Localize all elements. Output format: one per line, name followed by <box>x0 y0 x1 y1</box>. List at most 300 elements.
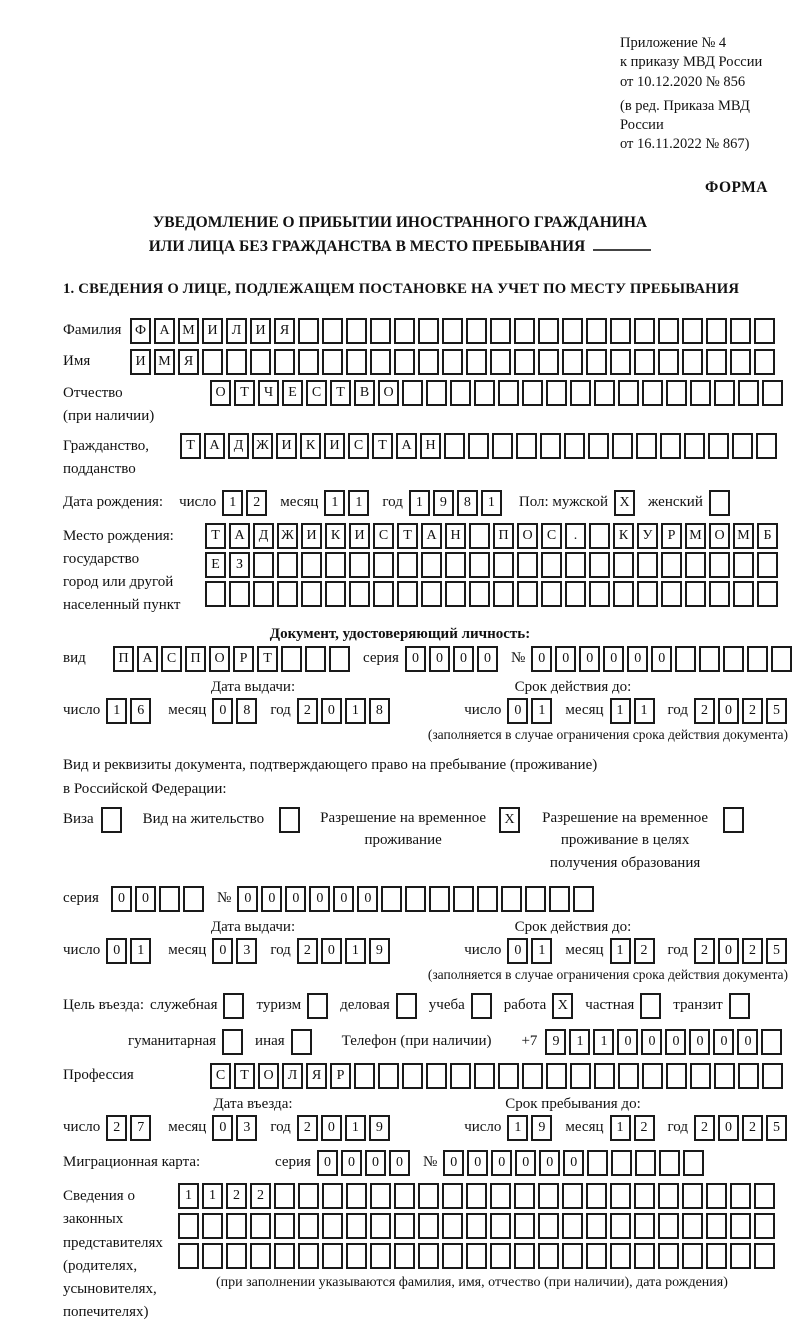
form-cell[interactable] <box>570 380 591 406</box>
form-cell[interactable] <box>564 433 585 459</box>
form-cell[interactable]: 0 <box>453 646 474 672</box>
form-cell[interactable]: 1 <box>569 1029 590 1055</box>
form-cell[interactable]: 0 <box>603 646 624 672</box>
form-cell[interactable] <box>469 523 490 549</box>
form-cell[interactable]: 0 <box>285 886 306 912</box>
form-cell[interactable]: 2 <box>694 698 715 724</box>
form-cell[interactable]: 0 <box>531 646 552 672</box>
form-cell[interactable] <box>729 993 750 1019</box>
form-cell[interactable] <box>637 581 658 607</box>
form-cell[interactable] <box>754 349 775 375</box>
form-cell[interactable] <box>733 581 754 607</box>
form-cell[interactable] <box>498 1063 519 1089</box>
form-cell[interactable]: 6 <box>130 698 151 724</box>
form-cell[interactable] <box>762 1063 783 1089</box>
form-cell[interactable] <box>418 318 439 344</box>
form-cell[interactable] <box>661 581 682 607</box>
male-checkbox[interactable] <box>614 490 638 516</box>
form-cell[interactable] <box>474 1063 495 1089</box>
form-cell[interactable] <box>250 1243 271 1269</box>
form-cell[interactable] <box>421 552 442 578</box>
form-cell[interactable] <box>586 1213 607 1239</box>
form-cell[interactable]: У <box>637 523 658 549</box>
form-cell[interactable]: Ж <box>252 433 273 459</box>
form-cell[interactable] <box>490 1183 511 1209</box>
form-cell[interactable] <box>658 1213 679 1239</box>
form-cell[interactable] <box>346 1213 367 1239</box>
form-cell[interactable]: П <box>113 646 134 672</box>
form-cell[interactable] <box>490 1213 511 1239</box>
form-cell[interactable]: 0 <box>389 1150 410 1176</box>
form-cell[interactable]: 1 <box>481 490 502 516</box>
form-cell[interactable] <box>738 1063 759 1089</box>
form-cell[interactable] <box>546 1063 567 1089</box>
form-cell[interactable] <box>730 349 751 375</box>
form-cell[interactable] <box>501 886 522 912</box>
form-cell[interactable] <box>754 1183 775 1209</box>
form-cell[interactable]: 0 <box>237 886 258 912</box>
form-cell[interactable] <box>469 552 490 578</box>
form-cell[interactable] <box>274 1213 295 1239</box>
form-cell[interactable] <box>666 1063 687 1089</box>
form-cell[interactable] <box>453 886 474 912</box>
form-cell[interactable] <box>370 1213 391 1239</box>
form-cell[interactable] <box>298 1213 319 1239</box>
form-cell[interactable] <box>226 1213 247 1239</box>
form-cell[interactable] <box>706 1243 727 1269</box>
form-cell[interactable]: П <box>493 523 514 549</box>
form-cell[interactable]: И <box>349 523 370 549</box>
form-cell[interactable]: 0 <box>135 886 156 912</box>
form-cell[interactable] <box>322 1183 343 1209</box>
form-cell[interactable] <box>445 552 466 578</box>
form-cell[interactable]: 0 <box>333 886 354 912</box>
form-cell[interactable] <box>205 581 226 607</box>
form-cell[interactable]: 1 <box>507 1115 528 1141</box>
form-cell[interactable]: 0 <box>651 646 672 672</box>
form-cell[interactable] <box>298 1183 319 1209</box>
form-cell[interactable] <box>634 1213 655 1239</box>
form-cell[interactable]: О <box>378 380 399 406</box>
form-cell[interactable] <box>370 318 391 344</box>
form-cell[interactable]: А <box>421 523 442 549</box>
form-cell[interactable]: Л <box>282 1063 303 1089</box>
form-cell[interactable]: Т <box>330 380 351 406</box>
form-cell[interactable]: Н <box>420 433 441 459</box>
form-cell[interactable]: 0 <box>627 646 648 672</box>
form-cell[interactable] <box>747 646 768 672</box>
form-cell[interactable]: 1 <box>324 490 345 516</box>
form-cell[interactable]: 0 <box>718 698 739 724</box>
form-cell[interactable]: С <box>348 433 369 459</box>
form-cell[interactable] <box>541 581 562 607</box>
form-cell[interactable] <box>709 552 730 578</box>
form-cell[interactable] <box>298 1243 319 1269</box>
form-cell[interactable]: 1 <box>531 938 552 964</box>
form-cell[interactable]: 2 <box>742 698 763 724</box>
form-cell[interactable] <box>394 1243 415 1269</box>
residence-permit-checkbox[interactable] <box>279 807 303 833</box>
form-cell[interactable]: Т <box>234 1063 255 1089</box>
form-cell[interactable]: 0 <box>111 886 132 912</box>
form-cell[interactable] <box>429 886 450 912</box>
form-cell[interactable]: 0 <box>405 646 426 672</box>
form-cell[interactable] <box>549 886 570 912</box>
form-cell[interactable]: О <box>517 523 538 549</box>
form-cell[interactable] <box>586 1243 607 1269</box>
form-cell[interactable] <box>522 380 543 406</box>
form-cell[interactable] <box>573 886 594 912</box>
form-cell[interactable]: 0 <box>321 938 342 964</box>
form-cell[interactable] <box>274 1183 295 1209</box>
form-cell[interactable] <box>394 1183 415 1209</box>
form-cell[interactable] <box>589 581 610 607</box>
form-cell[interactable] <box>279 807 300 833</box>
form-cell[interactable] <box>634 1183 655 1209</box>
form-cell[interactable] <box>322 1213 343 1239</box>
form-cell[interactable]: 0 <box>507 938 528 964</box>
form-cell[interactable] <box>612 433 633 459</box>
purpose-study-checkbox[interactable] <box>471 993 495 1019</box>
form-cell[interactable] <box>640 993 661 1019</box>
form-cell[interactable] <box>675 646 696 672</box>
form-cell[interactable] <box>277 581 298 607</box>
form-cell[interactable] <box>450 1063 471 1089</box>
form-cell[interactable]: 2 <box>634 1115 655 1141</box>
form-cell[interactable] <box>307 993 328 1019</box>
form-cell[interactable] <box>421 581 442 607</box>
form-cell[interactable] <box>291 1029 312 1055</box>
form-cell[interactable]: С <box>373 523 394 549</box>
form-cell[interactable] <box>562 1213 583 1239</box>
form-cell[interactable]: А <box>154 318 175 344</box>
form-cell[interactable] <box>538 349 559 375</box>
form-cell[interactable] <box>757 581 778 607</box>
form-cell[interactable] <box>466 1243 487 1269</box>
form-cell[interactable] <box>226 1243 247 1269</box>
form-cell[interactable] <box>402 380 423 406</box>
form-cell[interactable] <box>682 1183 703 1209</box>
form-cell[interactable]: 2 <box>246 490 267 516</box>
form-cell[interactable] <box>730 318 751 344</box>
form-cell[interactable] <box>690 1063 711 1089</box>
form-cell[interactable]: И <box>324 433 345 459</box>
form-cell[interactable]: Р <box>661 523 682 549</box>
form-cell[interactable] <box>658 1183 679 1209</box>
form-cell[interactable]: Т <box>257 646 278 672</box>
form-cell[interactable] <box>586 1183 607 1209</box>
form-cell[interactable] <box>394 1213 415 1239</box>
form-cell[interactable] <box>761 1029 782 1055</box>
form-cell[interactable] <box>325 581 346 607</box>
form-cell[interactable]: 2 <box>297 938 318 964</box>
form-cell[interactable] <box>442 1243 463 1269</box>
form-cell[interactable]: 0 <box>261 886 282 912</box>
form-cell[interactable] <box>426 1063 447 1089</box>
form-cell[interactable]: 1 <box>106 698 127 724</box>
form-cell[interactable] <box>418 349 439 375</box>
purpose-work-checkbox[interactable] <box>552 993 576 1019</box>
form-cell[interactable]: А <box>229 523 250 549</box>
form-cell[interactable] <box>754 1243 775 1269</box>
form-cell[interactable] <box>685 552 706 578</box>
form-cell[interactable] <box>540 433 561 459</box>
form-cell[interactable] <box>226 349 247 375</box>
form-cell[interactable] <box>642 1063 663 1089</box>
form-cell[interactable] <box>349 552 370 578</box>
form-cell[interactable] <box>426 380 447 406</box>
form-cell[interactable] <box>442 318 463 344</box>
form-cell[interactable] <box>683 1150 704 1176</box>
form-cell[interactable]: 0 <box>429 646 450 672</box>
form-cell[interactable]: Е <box>205 552 226 578</box>
form-cell[interactable] <box>709 490 730 516</box>
form-cell[interactable]: О <box>210 380 231 406</box>
form-cell[interactable] <box>373 581 394 607</box>
form-cell[interactable] <box>466 1183 487 1209</box>
form-cell[interactable] <box>618 380 639 406</box>
form-cell[interactable] <box>322 1243 343 1269</box>
form-cell[interactable] <box>442 349 463 375</box>
form-cell[interactable] <box>587 1150 608 1176</box>
form-cell[interactable] <box>610 349 631 375</box>
form-cell[interactable] <box>301 552 322 578</box>
form-cell[interactable]: 1 <box>593 1029 614 1055</box>
form-cell[interactable]: 8 <box>457 490 478 516</box>
form-cell[interactable] <box>250 349 271 375</box>
form-cell[interactable] <box>394 349 415 375</box>
form-cell[interactable] <box>589 552 610 578</box>
form-cell[interactable] <box>178 1243 199 1269</box>
form-cell[interactable] <box>370 1183 391 1209</box>
form-cell[interactable] <box>223 993 244 1019</box>
form-cell[interactable]: Т <box>234 380 255 406</box>
visa-checkbox[interactable] <box>101 807 125 833</box>
form-cell[interactable]: 2 <box>634 938 655 964</box>
form-cell[interactable]: X <box>614 490 635 516</box>
form-cell[interactable]: X <box>499 807 520 833</box>
form-cell[interactable] <box>405 886 426 912</box>
form-cell[interactable] <box>642 380 663 406</box>
form-cell[interactable]: 1 <box>610 938 631 964</box>
form-cell[interactable]: 1 <box>202 1183 223 1209</box>
form-cell[interactable] <box>706 1213 727 1239</box>
form-cell[interactable] <box>637 552 658 578</box>
form-cell[interactable] <box>610 1183 631 1209</box>
form-cell[interactable]: 5 <box>766 1115 787 1141</box>
form-cell[interactable]: 2 <box>742 938 763 964</box>
form-cell[interactable]: М <box>685 523 706 549</box>
form-cell[interactable] <box>525 886 546 912</box>
form-cell[interactable] <box>469 581 490 607</box>
form-cell[interactable] <box>586 349 607 375</box>
form-cell[interactable] <box>346 1243 367 1269</box>
form-cell[interactable] <box>274 1243 295 1269</box>
form-cell[interactable] <box>418 1183 439 1209</box>
form-cell[interactable] <box>402 1063 423 1089</box>
form-cell[interactable] <box>492 433 513 459</box>
form-cell[interactable]: Т <box>397 523 418 549</box>
form-cell[interactable] <box>756 433 777 459</box>
form-cell[interactable]: Т <box>372 433 393 459</box>
form-cell[interactable] <box>658 1243 679 1269</box>
form-cell[interactable] <box>706 1183 727 1209</box>
form-cell[interactable] <box>699 646 720 672</box>
form-cell[interactable] <box>682 318 703 344</box>
form-cell[interactable] <box>682 349 703 375</box>
form-cell[interactable] <box>474 380 495 406</box>
form-cell[interactable]: 0 <box>491 1150 512 1176</box>
form-cell[interactable]: 2 <box>742 1115 763 1141</box>
form-cell[interactable]: И <box>202 318 223 344</box>
form-cell[interactable] <box>658 318 679 344</box>
form-cell[interactable]: 2 <box>297 698 318 724</box>
form-cell[interactable] <box>634 1243 655 1269</box>
form-cell[interactable] <box>666 380 687 406</box>
form-cell[interactable]: П <box>185 646 206 672</box>
form-cell[interactable] <box>396 993 417 1019</box>
form-cell[interactable] <box>610 318 631 344</box>
form-cell[interactable] <box>541 552 562 578</box>
form-cell[interactable]: 0 <box>321 698 342 724</box>
form-cell[interactable]: 0 <box>737 1029 758 1055</box>
form-cell[interactable]: X <box>552 993 573 1019</box>
form-cell[interactable] <box>730 1183 751 1209</box>
form-cell[interactable]: 9 <box>545 1029 566 1055</box>
form-cell[interactable] <box>732 433 753 459</box>
form-cell[interactable] <box>690 380 711 406</box>
form-cell[interactable] <box>346 1183 367 1209</box>
form-cell[interactable] <box>202 1243 223 1269</box>
form-cell[interactable]: 0 <box>665 1029 686 1055</box>
form-cell[interactable]: 0 <box>617 1029 638 1055</box>
form-cell[interactable]: 0 <box>212 1115 233 1141</box>
form-cell[interactable]: Е <box>282 380 303 406</box>
form-cell[interactable] <box>684 433 705 459</box>
form-cell[interactable] <box>445 581 466 607</box>
form-cell[interactable] <box>730 1213 751 1239</box>
temp-permit-checkbox[interactable] <box>499 807 523 833</box>
form-cell[interactable] <box>516 433 537 459</box>
form-cell[interactable]: 0 <box>555 646 576 672</box>
form-cell[interactable] <box>250 1213 271 1239</box>
form-cell[interactable] <box>298 318 319 344</box>
form-cell[interactable]: 1 <box>345 698 366 724</box>
form-cell[interactable]: М <box>733 523 754 549</box>
form-cell[interactable]: Д <box>253 523 274 549</box>
form-cell[interactable]: 8 <box>369 698 390 724</box>
form-cell[interactable]: 0 <box>515 1150 536 1176</box>
form-cell[interactable]: 0 <box>212 938 233 964</box>
form-cell[interactable] <box>322 318 343 344</box>
form-cell[interactable] <box>468 433 489 459</box>
form-cell[interactable] <box>610 1213 631 1239</box>
form-cell[interactable]: 0 <box>713 1029 734 1055</box>
form-cell[interactable]: Н <box>445 523 466 549</box>
form-cell[interactable] <box>159 886 180 912</box>
form-cell[interactable] <box>538 318 559 344</box>
form-cell[interactable]: Т <box>180 433 201 459</box>
form-cell[interactable] <box>466 349 487 375</box>
form-cell[interactable]: 9 <box>369 1115 390 1141</box>
form-cell[interactable]: 0 <box>467 1150 488 1176</box>
edu-permit-checkbox[interactable] <box>723 807 747 833</box>
form-cell[interactable]: Р <box>233 646 254 672</box>
form-cell[interactable]: 0 <box>507 698 528 724</box>
form-cell[interactable] <box>202 349 223 375</box>
form-cell[interactable]: И <box>130 349 151 375</box>
form-cell[interactable] <box>562 1183 583 1209</box>
form-cell[interactable]: К <box>325 523 346 549</box>
form-cell[interactable]: 0 <box>365 1150 386 1176</box>
form-cell[interactable]: 0 <box>443 1150 464 1176</box>
form-cell[interactable] <box>373 552 394 578</box>
form-cell[interactable]: 1 <box>531 698 552 724</box>
form-cell[interactable]: С <box>306 380 327 406</box>
form-cell[interactable] <box>538 1213 559 1239</box>
form-cell[interactable] <box>730 1243 751 1269</box>
form-cell[interactable]: 0 <box>689 1029 710 1055</box>
form-cell[interactable] <box>274 349 295 375</box>
form-cell[interactable]: З <box>229 552 250 578</box>
form-cell[interactable] <box>570 1063 591 1089</box>
form-cell[interactable]: И <box>276 433 297 459</box>
form-cell[interactable]: Д <box>228 433 249 459</box>
form-cell[interactable]: 8 <box>236 698 257 724</box>
form-cell[interactable]: 1 <box>178 1183 199 1209</box>
form-cell[interactable] <box>442 1213 463 1239</box>
form-cell[interactable] <box>471 993 492 1019</box>
form-cell[interactable]: 0 <box>563 1150 584 1176</box>
form-cell[interactable]: 0 <box>477 646 498 672</box>
form-cell[interactable] <box>493 581 514 607</box>
form-cell[interactable] <box>754 1213 775 1239</box>
form-cell[interactable] <box>346 318 367 344</box>
form-cell[interactable] <box>397 581 418 607</box>
form-cell[interactable] <box>613 581 634 607</box>
form-cell[interactable] <box>394 318 415 344</box>
form-cell[interactable]: 3 <box>236 938 257 964</box>
form-cell[interactable]: 1 <box>130 938 151 964</box>
form-cell[interactable]: М <box>154 349 175 375</box>
form-cell[interactable]: 2 <box>694 1115 715 1141</box>
form-cell[interactable] <box>771 646 792 672</box>
form-cell[interactable] <box>636 433 657 459</box>
form-cell[interactable] <box>562 318 583 344</box>
form-cell[interactable] <box>618 1063 639 1089</box>
form-cell[interactable] <box>397 552 418 578</box>
form-cell[interactable] <box>757 552 778 578</box>
form-cell[interactable] <box>466 1213 487 1239</box>
form-cell[interactable]: А <box>204 433 225 459</box>
form-cell[interactable]: 0 <box>321 1115 342 1141</box>
form-cell[interactable]: 2 <box>106 1115 127 1141</box>
form-cell[interactable]: 0 <box>641 1029 662 1055</box>
form-cell[interactable]: А <box>137 646 158 672</box>
form-cell[interactable] <box>594 1063 615 1089</box>
form-cell[interactable]: 2 <box>694 938 715 964</box>
form-cell[interactable] <box>418 1213 439 1239</box>
form-cell[interactable]: 9 <box>531 1115 552 1141</box>
form-cell[interactable] <box>738 380 759 406</box>
form-cell[interactable]: А <box>396 433 417 459</box>
form-cell[interactable] <box>277 552 298 578</box>
form-cell[interactable] <box>202 1213 223 1239</box>
form-cell[interactable]: 9 <box>369 938 390 964</box>
form-cell[interactable]: Я <box>274 318 295 344</box>
form-cell[interactable] <box>477 886 498 912</box>
form-cell[interactable] <box>514 1213 535 1239</box>
